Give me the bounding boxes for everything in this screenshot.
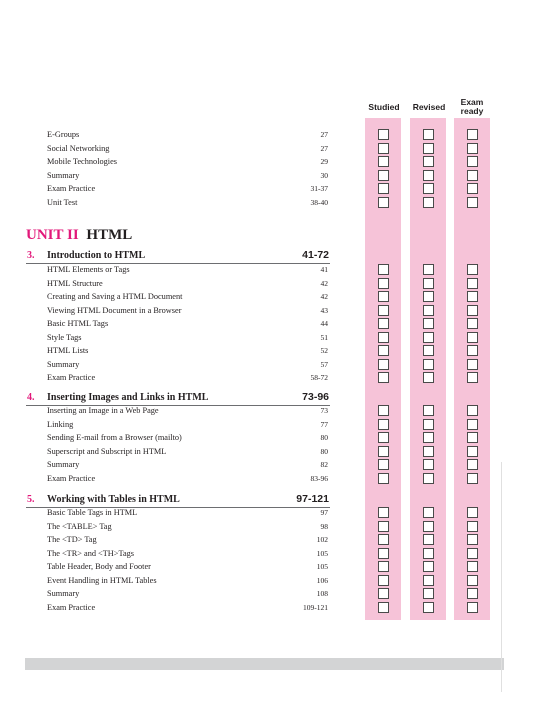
exam-ready-checkbox[interactable]: [467, 419, 478, 430]
studied-checkbox[interactable]: [378, 602, 389, 613]
unit-name: HTML: [86, 227, 133, 243]
exam-ready-column-header: Exam ready: [460, 97, 484, 116]
toc-item-page: 57: [320, 360, 328, 369]
chapter-heading: [0, 248, 541, 264]
studied-checkbox[interactable]: [378, 264, 389, 275]
toc-item-title: Exam Practice: [47, 373, 96, 382]
toc-item-page: 108: [316, 589, 328, 598]
revised-checkbox[interactable]: [423, 588, 434, 599]
revised-checkbox[interactable]: [423, 143, 434, 154]
revised-checkbox[interactable]: [423, 372, 434, 383]
toc-item-page: 80: [320, 447, 328, 456]
exam-ready-checkbox[interactable]: [467, 264, 478, 275]
exam-ready-checkbox[interactable]: [467, 602, 478, 613]
toc-item-page: 98: [320, 522, 328, 531]
exam-ready-checkbox[interactable]: [467, 521, 478, 532]
studied-checkbox[interactable]: [378, 507, 389, 518]
toc-row-pre-0: [0, 128, 541, 141]
toc-row-c0-4: [0, 317, 541, 330]
exam-ready-checkbox[interactable]: [467, 183, 478, 194]
toc-row-c2-2: [0, 533, 541, 546]
toc-item-title: Inserting an Image in a Web Page: [47, 406, 159, 415]
studied-checkbox[interactable]: [378, 459, 389, 470]
studied-checkbox[interactable]: [378, 129, 389, 140]
toc-row-c0-0: [0, 263, 541, 276]
revised-checkbox[interactable]: [423, 183, 434, 194]
toc-item-page: 27: [320, 144, 328, 153]
chapter-number: 5.: [27, 494, 35, 505]
chapter-number: 3.: [27, 250, 35, 261]
revised-column-header: Revised: [412, 102, 446, 112]
revised-checkbox[interactable]: [423, 359, 434, 370]
toc-item-page: 77: [320, 420, 328, 429]
toc-item-title: The <TABLE> Tag: [47, 522, 112, 531]
toc-item-title: Summary: [47, 460, 80, 469]
toc-row-c1-4: [0, 458, 541, 471]
exam-ready-checkbox[interactable]: [467, 588, 478, 599]
toc-item-page: 51: [320, 333, 328, 342]
toc-item-page: 83-96: [310, 474, 328, 483]
revised-checkbox[interactable]: [423, 521, 434, 532]
revised-checkbox[interactable]: [423, 278, 434, 289]
toc-item-title: Creating and Saving a HTML Document: [47, 292, 183, 301]
toc-row-c1-1: [0, 418, 541, 431]
exam-ready-checkbox[interactable]: [467, 318, 478, 329]
toc-item-page: 41: [320, 265, 328, 274]
revised-checkbox[interactable]: [423, 459, 434, 470]
exam-ready-checkbox[interactable]: [467, 473, 478, 484]
exam-ready-checkbox[interactable]: [467, 446, 478, 457]
toc-row-c0-2: [0, 290, 541, 303]
exam-ready-checkbox[interactable]: [467, 432, 478, 443]
toc-item-title: E-Groups: [47, 130, 80, 139]
toc-item-title: Unit Test: [47, 198, 78, 207]
toc-item-page: 109-121: [303, 603, 328, 612]
exam-ready-checkbox[interactable]: [467, 332, 478, 343]
toc-row-c0-8: [0, 371, 541, 384]
studied-checkbox[interactable]: [378, 534, 389, 545]
exam-ready-checkbox[interactable]: [467, 534, 478, 545]
toc-item-title: Exam Practice: [47, 184, 96, 193]
exam-ready-checkbox[interactable]: [467, 548, 478, 559]
toc-item-page: 102: [316, 535, 328, 544]
toc-item-title: Summary: [47, 171, 80, 180]
studied-checkbox[interactable]: [378, 197, 389, 208]
toc-row-c1-5: [0, 472, 541, 485]
studied-checkbox[interactable]: [378, 588, 389, 599]
toc-item-title: Exam Practice: [47, 474, 96, 483]
studied-checkbox[interactable]: [378, 521, 389, 532]
exam-ready-checkbox[interactable]: [467, 345, 478, 356]
chapter-title: Inserting Images and Links in HTML: [47, 392, 209, 403]
revised-checkbox[interactable]: [423, 332, 434, 343]
studied-checkbox[interactable]: [378, 183, 389, 194]
toc-row-c1-3: [0, 445, 541, 458]
chapter-pages: 97-121: [296, 493, 329, 505]
chapter-pages: 41-72: [302, 249, 329, 261]
revised-checkbox[interactable]: [423, 432, 434, 443]
exam-ready-checkbox[interactable]: [467, 372, 478, 383]
chapter-pages: 73-96: [302, 391, 329, 403]
revised-checkbox[interactable]: [423, 291, 434, 302]
toc-item-title: Exam Practice: [47, 603, 96, 612]
toc-item-title: The <TD> Tag: [47, 535, 97, 544]
toc-row-pre-4: [0, 182, 541, 195]
revised-checkbox[interactable]: [423, 156, 434, 167]
exam-ready-checkbox[interactable]: [467, 359, 478, 370]
studied-checkbox[interactable]: [378, 156, 389, 167]
exam-ready-checkbox[interactable]: [467, 459, 478, 470]
chapter-title: Working with Tables in HTML: [47, 494, 180, 505]
studied-column-header: Studied: [368, 102, 400, 112]
toc-row-c2-6: [0, 587, 541, 600]
studied-checkbox[interactable]: [378, 372, 389, 383]
revised-checkbox[interactable]: [423, 507, 434, 518]
studied-checkbox[interactable]: [378, 419, 389, 430]
revised-checkbox[interactable]: [423, 575, 434, 586]
exam-ready-checkbox[interactable]: [467, 405, 478, 416]
studied-checkbox[interactable]: [378, 143, 389, 154]
toc-row-c2-5: [0, 574, 541, 587]
toc-item-title: Style Tags: [47, 333, 82, 342]
revised-checkbox[interactable]: [423, 129, 434, 140]
studied-checkbox[interactable]: [378, 278, 389, 289]
revised-checkbox[interactable]: [423, 548, 434, 559]
studied-checkbox[interactable]: [378, 446, 389, 457]
toc-row-c2-0: [0, 506, 541, 519]
exam-ready-checkbox[interactable]: [467, 561, 478, 572]
toc-item-page: 58-72: [310, 373, 328, 382]
toc-item-title: Summary: [47, 589, 80, 598]
toc-item-title: Viewing HTML Document in a Browser: [47, 306, 182, 315]
studied-checkbox[interactable]: [378, 359, 389, 370]
toc-item-page: 80: [320, 433, 328, 442]
exam-ready-checkbox[interactable]: [467, 170, 478, 181]
revised-checkbox[interactable]: [423, 419, 434, 430]
studied-checkbox[interactable]: [378, 332, 389, 343]
toc-item-page: 29: [320, 157, 328, 166]
toc-row-c1-2: [0, 431, 541, 444]
toc-item-page: 42: [320, 292, 328, 301]
revised-checkbox[interactable]: [423, 197, 434, 208]
toc-item-title: HTML Lists: [47, 346, 89, 355]
exam-ready-checkbox[interactable]: [467, 575, 478, 586]
toc-item-page: 82: [320, 460, 328, 469]
toc-row-pre-1: [0, 142, 541, 155]
revised-checkbox[interactable]: [423, 170, 434, 181]
chapter-title: Introduction to HTML: [47, 250, 146, 261]
revised-checkbox[interactable]: [423, 473, 434, 484]
unit-number: UNIT II: [26, 227, 79, 243]
toc-row-c0-1: [0, 277, 541, 290]
exam-ready-checkbox[interactable]: [467, 278, 478, 289]
toc-item-page: 42: [320, 279, 328, 288]
toc-item-page: 38-40: [310, 198, 328, 207]
exam-ready-checkbox[interactable]: [467, 156, 478, 167]
unit-heading: [26, 226, 132, 244]
exam-ready-checkbox[interactable]: [467, 143, 478, 154]
toc-item-page: 27: [320, 130, 328, 139]
toc-item-page: 44: [320, 319, 328, 328]
toc-row-c2-7: [0, 601, 541, 614]
toc-item-title: Table Header, Body and Footer: [47, 562, 151, 571]
toc-row-pre-5: [0, 196, 541, 209]
exam-ready-checkbox[interactable]: [467, 507, 478, 518]
toc-item-title: Mobile Technologies: [47, 157, 118, 166]
toc-item-page: 30: [320, 171, 328, 180]
toc-row-c0-3: [0, 304, 541, 317]
toc-item-title: HTML Elements or Tags: [47, 265, 130, 274]
chapter-number: 4.: [27, 392, 35, 403]
toc-item-title: Superscript and Subscript in HTML: [47, 447, 167, 456]
revised-checkbox[interactable]: [423, 345, 434, 356]
toc-row-c0-7: [0, 358, 541, 371]
revised-checkbox[interactable]: [423, 534, 434, 545]
studied-checkbox[interactable]: [378, 318, 389, 329]
toc-item-page: 97: [320, 508, 328, 517]
toc-item-title: Linking: [47, 420, 74, 429]
studied-checkbox[interactable]: [378, 170, 389, 181]
exam-ready-checkbox[interactable]: [467, 305, 478, 316]
revised-checkbox[interactable]: [423, 446, 434, 457]
footer-bar: [25, 658, 504, 670]
toc-item-title: Summary: [47, 360, 80, 369]
toc-item-title: Basic Table Tags in HTML: [47, 508, 138, 517]
studied-checkbox[interactable]: [378, 473, 389, 484]
exam-ready-checkbox[interactable]: [467, 129, 478, 140]
revised-checkbox[interactable]: [423, 561, 434, 572]
toc-row-c2-4: [0, 560, 541, 573]
toc-row-c2-3: [0, 547, 541, 560]
toc-item-title: HTML Structure: [47, 279, 103, 288]
studied-checkbox[interactable]: [378, 432, 389, 443]
toc-item-page: 31-37: [310, 184, 328, 193]
studied-checkbox[interactable]: [378, 575, 389, 586]
toc-item-title: The <TR> and <TH>Tags: [47, 549, 135, 558]
toc-item-title: Social Networking: [47, 144, 110, 153]
studied-checkbox[interactable]: [378, 548, 389, 559]
toc-item-page: 105: [316, 562, 328, 571]
revised-checkbox[interactable]: [423, 318, 434, 329]
revised-checkbox[interactable]: [423, 264, 434, 275]
studied-checkbox[interactable]: [378, 561, 389, 572]
toc-row-pre-3: [0, 169, 541, 182]
toc-item-title: Basic HTML Tags: [47, 319, 109, 328]
toc-item-page: 105: [316, 549, 328, 558]
studied-checkbox[interactable]: [378, 405, 389, 416]
exam-ready-checkbox[interactable]: [467, 291, 478, 302]
toc-item-page: 52: [320, 346, 328, 355]
toc-row-c1-0: [0, 404, 541, 417]
toc-row-c0-5: [0, 331, 541, 344]
studied-checkbox[interactable]: [378, 291, 389, 302]
toc-row-c0-6: [0, 344, 541, 357]
toc-item-title: Event Handling in HTML Tables: [47, 576, 157, 585]
page-edge-line: [501, 462, 502, 692]
toc-item-page: 73: [320, 406, 328, 415]
revised-checkbox[interactable]: [423, 405, 434, 416]
toc-item-page: 43: [320, 306, 328, 315]
toc-item-title: Sending E-mail from a Browser (mailto): [47, 433, 182, 442]
toc-row-c2-1: [0, 520, 541, 533]
toc-item-page: 106: [316, 576, 328, 585]
exam-ready-checkbox[interactable]: [467, 197, 478, 208]
toc-row-pre-2: [0, 155, 541, 168]
revised-checkbox[interactable]: [423, 602, 434, 613]
studied-checkbox[interactable]: [378, 305, 389, 316]
revised-checkbox[interactable]: [423, 305, 434, 316]
studied-checkbox[interactable]: [378, 345, 389, 356]
